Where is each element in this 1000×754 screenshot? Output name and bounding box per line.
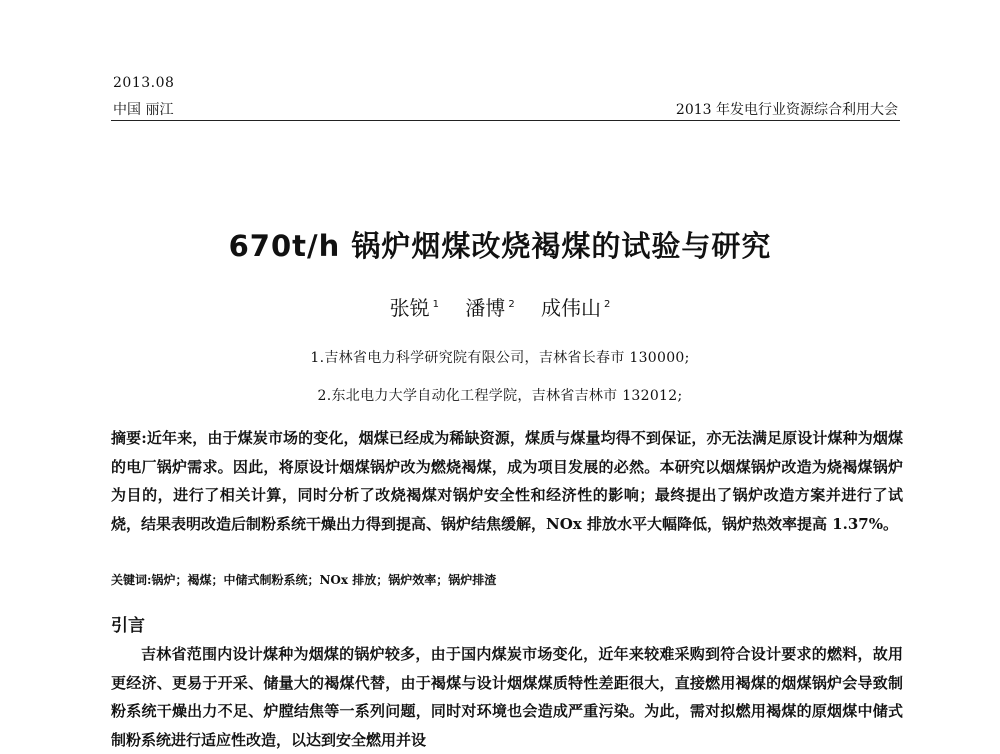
author-affiliation-mark: 1 [432, 299, 439, 311]
author-list [0, 292, 1000, 321]
keywords-text: 锅炉；褐煤；中储式制粉系统；NOx 排放；锅炉效率；锅炉排渣 [151, 573, 497, 587]
paper-title: 670t/h 锅炉烟煤改烧褐煤的试验与研究 [228, 229, 772, 263]
author-2 [465, 296, 514, 320]
author-name: 张锐 [389, 296, 430, 320]
abstract [111, 424, 903, 538]
header-conference: 2013 年发电行业资源综合利用大会 [675, 102, 898, 118]
author-name: 成伟山 [541, 296, 602, 320]
intro-paragraph: 吉林省范围内设计煤种为烟煤的锅炉较多，由于国内煤炭市场变化，近年来较难采购到符合设计要求的燃料，故用更经济、更易于开采、储量大的褐煤代替，由于褐煤与设计烟煤煤质特性差距很大，直接燃用褐煤的烟煤锅炉会导致制粉系统干燥出力不足、炉膛结焦等一系列问题，同时对环境也会造成严重污染。为此，需对拟燃用褐煤的原烟煤中储式制粉系统进行适应性改造，以达到安全燃用并设 [111, 645, 903, 749]
author-3 [541, 296, 610, 320]
author-affiliation-mark: 2 [604, 299, 611, 311]
author-name: 潘博 [465, 296, 506, 320]
keywords [111, 571, 496, 588]
affiliation-1: 1.吉林省电力科学研究院有限公司，吉林省长春市 130000; [310, 350, 690, 366]
header-date: 2013.08 [113, 75, 175, 91]
affiliation-2: 2.东北电力大学自动化工程学院，吉林省吉林市 132012; [317, 388, 683, 404]
section-heading-intro: 引言 [111, 616, 145, 636]
author-1 [390, 296, 439, 320]
abstract-text: 近年来，由于煤炭市场的变化，烟煤已经成为稀缺资源，煤质与煤量均得不到保证，亦无法满足原设计煤种为烟煤的电厂锅炉需求。因此，将原设计烟煤锅炉改为燃烧褐煤，成为项目发展的必然。本研究以烟煤锅炉改造为烧褐煤锅炉为目的，进行了相关计算，同时分析了改烧褐煤对锅炉安全性和经济性的影响；最终提出了锅炉改造方案并进行了试烧，结果表明改造后制粉系统干燥出力得到提高、锅炉结焦缓解，NOx 排放水平大幅降低，锅炉热效率提高 1.37%。 [111, 429, 903, 533]
header-location: 中国 丽江 [113, 102, 174, 118]
header-rule [111, 120, 900, 121]
author-affiliation-mark: 2 [508, 299, 515, 311]
keywords-label: 关键词: [111, 573, 152, 587]
abstract-label: 摘要: [111, 429, 147, 447]
